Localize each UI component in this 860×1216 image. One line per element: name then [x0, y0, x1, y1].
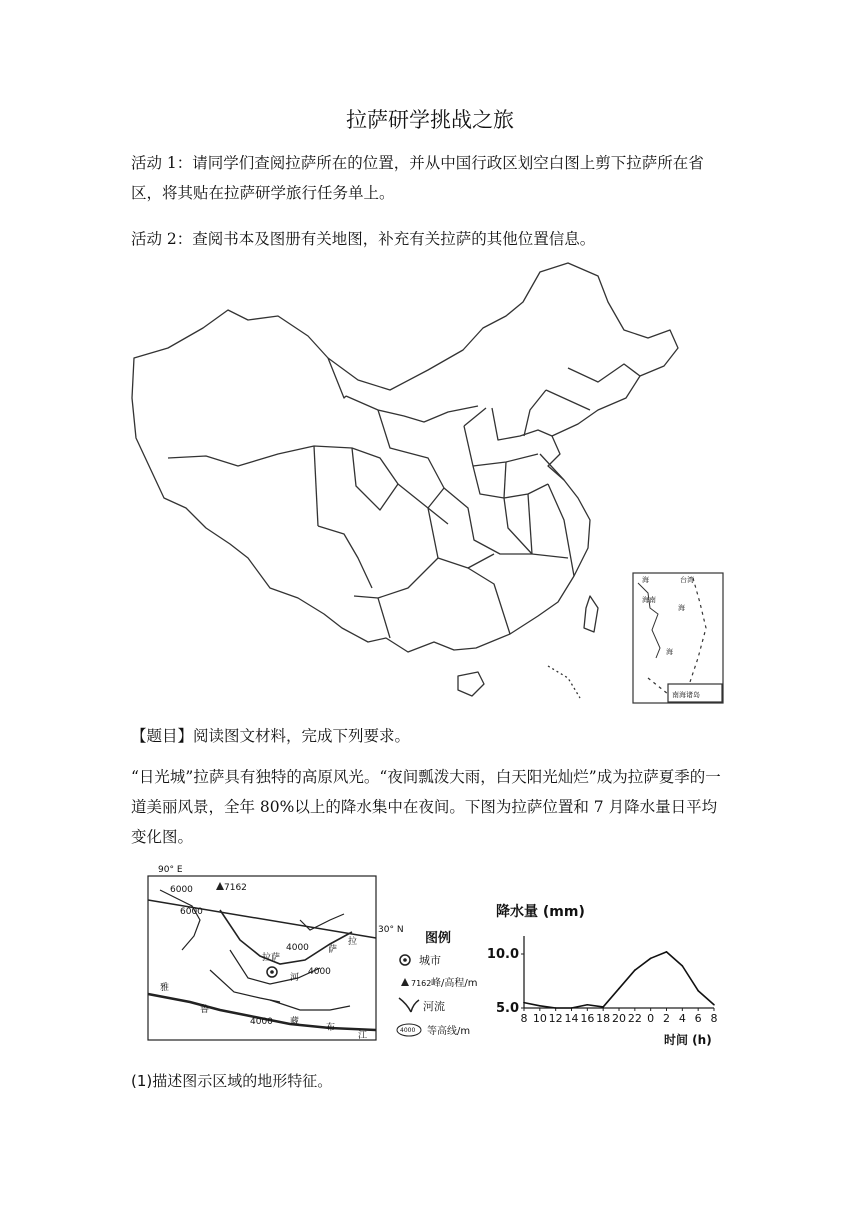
precipitation-point [697, 990, 699, 992]
chart-x-tick-label: 0 [647, 1012, 655, 1025]
inset-label-2: 台湾 [680, 576, 694, 584]
question-heading: 【题目】阅读图文材料，完成下列要求。 [131, 727, 411, 745]
chart-x-tick-label: 8 [520, 1012, 528, 1025]
contour-label-1: 6000 [170, 885, 193, 895]
south-sea-inset [633, 573, 723, 703]
river-char-1: 拉 [348, 937, 358, 947]
chart-x-tick-label: 4 [678, 1012, 686, 1025]
chart-x-tick-label: 20 [612, 1012, 626, 1025]
legend-city: 城市 [419, 954, 441, 967]
legend-river: 河流 [423, 1000, 445, 1013]
material-text: “日光城”拉萨具有独特的高原风光。“夜间瓢泼大雨，白天阳光灿烂”成为拉萨夏季的一道美丽风景，全年 80%以上的降水集中在夜间。下图为拉萨位置和 7 月降水量日平均变化图。 [131, 768, 721, 846]
river-char-6: 藏 [290, 1017, 300, 1027]
chart-x-tick-label: 14 [564, 1012, 579, 1025]
map-legend [395, 920, 495, 1050]
precipitation-point [618, 988, 620, 990]
hainan-island [458, 672, 484, 696]
river-char-3: 河 [290, 973, 300, 983]
precipitation-point [602, 1006, 604, 1008]
contour-label-5: 4000 [250, 1017, 273, 1027]
chart-xlabel: 时间 (h) [664, 1033, 712, 1047]
precipitation-point [523, 1002, 525, 1004]
latitude-label: 30° N [378, 925, 404, 935]
river-legend-icon [399, 998, 419, 1012]
precipitation-line [524, 952, 714, 1008]
peak-icon [216, 882, 224, 890]
inset-label-6: 南海诸岛 [672, 691, 700, 699]
chart-x-tick-label: 10 [532, 1012, 547, 1025]
inset-label-4: 海 [678, 604, 685, 612]
chart-ylabel: 降水量 (mm) [496, 904, 585, 920]
inset-label-3: 海南 [642, 596, 656, 604]
river-char-5: 鲁 [200, 1005, 210, 1015]
contour-label-3: 4000 [286, 943, 309, 953]
lhasa-river [220, 910, 352, 964]
legend-title: 图例 [425, 931, 452, 946]
legend-contour-sample: 4000 [400, 1027, 416, 1034]
taiwan-island [584, 596, 598, 632]
peak-label: 7162 [224, 883, 247, 893]
precipitation-point [555, 1007, 557, 1009]
contour-label-4: 4000 [308, 967, 331, 977]
longitude-label: 90° E [158, 865, 183, 875]
precipitation-point [666, 951, 668, 953]
precipitation-point [587, 1004, 589, 1006]
precipitation-point [634, 969, 636, 971]
chart-x-tick-label: 2 [663, 1012, 670, 1025]
chart-x-tick-label: 16 [580, 1012, 595, 1025]
inset-label-5: 海 [666, 648, 673, 656]
precipitation-chart [482, 896, 732, 1056]
precipitation-point [571, 1007, 573, 1009]
legend-peak: 峰/高程/m [431, 978, 478, 989]
activity-2-text: 活动 2：查阅书本及图册有关地图，补充有关拉萨的其他位置信息。 [131, 230, 596, 248]
lhasa-city-label: 拉萨 [262, 953, 281, 963]
chart-y-tick-label: 5.0 [495, 1001, 519, 1016]
chart-x-tick-label: 18 [596, 1012, 611, 1025]
inset-label-1: 海 [642, 576, 649, 584]
precipitation-point [682, 965, 684, 967]
precipitation-point [713, 1004, 715, 1006]
chart-x-tick-label: 12 [548, 1012, 563, 1025]
activity-1-text: 活动 1：请同学们查阅拉萨所在的位置，并从中国行政区划空白图上剪下拉萨所在省区，将其贴在拉萨研学旅行任务单上。 [131, 154, 704, 202]
chart-y-tick-label: 10.0 [486, 947, 519, 962]
page-title: 拉萨研学挑战之旅 [346, 108, 514, 132]
precipitation-point [650, 958, 652, 960]
river-char-8: 江 [358, 1031, 368, 1041]
lhasa-location-map [130, 860, 410, 1046]
chart-x-tick-label: 8 [710, 1012, 718, 1025]
legend-contour: 等高线/m [427, 1026, 471, 1037]
question-1-text: (1)描述图示区域的地形特征。 [131, 1072, 333, 1090]
china-outline-map [128, 258, 728, 708]
china-border [132, 263, 678, 652]
legend-peak-sample: 7162 [411, 979, 432, 988]
peak-legend-icon [401, 978, 409, 986]
river-char-2: 萨 [328, 945, 338, 955]
chart-x-tick-label: 6 [694, 1012, 702, 1025]
chart-x-tick-label: 22 [627, 1012, 642, 1025]
precipitation-point [539, 1005, 541, 1007]
contour-label-2: 6000 [180, 907, 203, 917]
river-char-4: 雅 [160, 983, 170, 993]
river-char-7: 布 [326, 1023, 336, 1033]
